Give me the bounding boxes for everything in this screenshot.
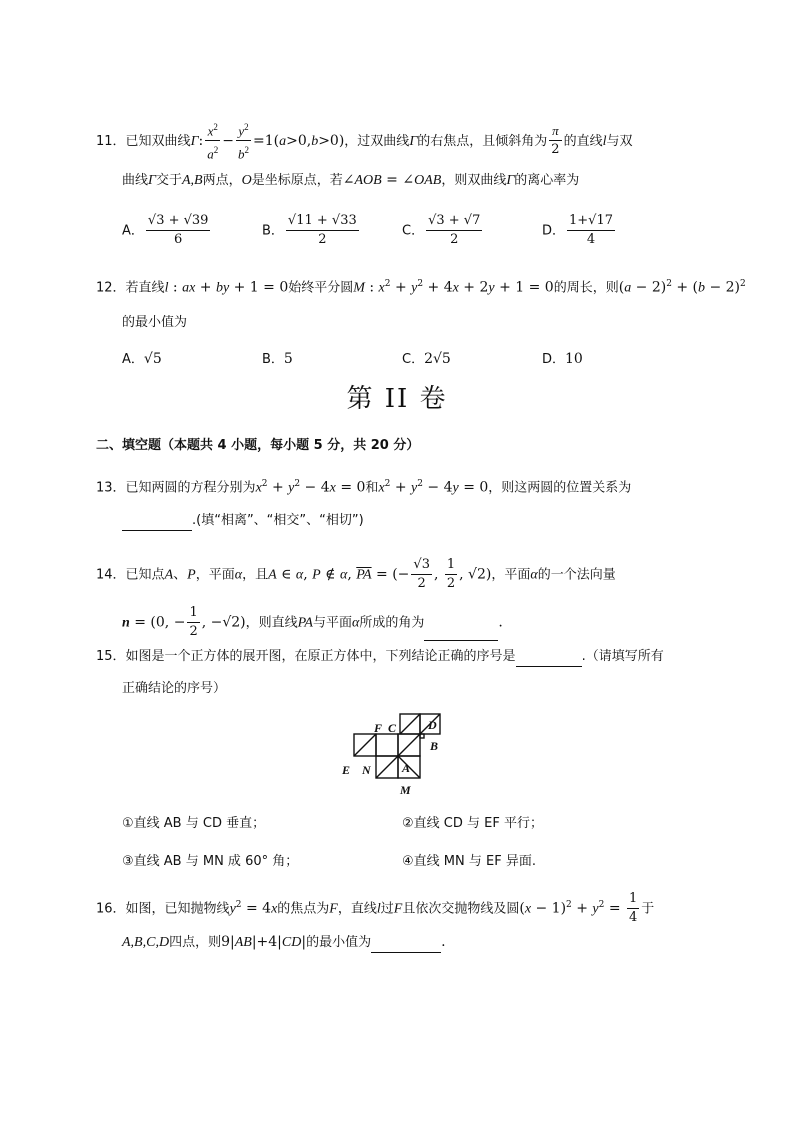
- question-12-line-2: 的最小值为: [122, 315, 188, 330]
- cube-net-figure: [336, 708, 456, 798]
- question-13-line-2: .(填“相离”、“相交”、“相切”): [122, 510, 364, 531]
- figure-label: D: [428, 718, 437, 732]
- q11-choice-d: D． $\frac{1+√17}{4}$: [542, 213, 614, 247]
- q11-choice-b: B． $\frac{√11 + √33}{2}$: [262, 213, 357, 247]
- figure-label: A: [402, 761, 411, 775]
- question-12-line-1: 12．若直线l : ax + by + 1 = 0始终平分圆M : $x^2 + y^2 + 4x + 2y + 1 = 0$的周长，则$(a - 2)^2 + (b - 2)^2$: [96, 279, 746, 296]
- question-11-line-1: 11．已知双曲线Γ: $\frac{x^2}{a^2}$ − $\frac{y^2}{b^2}$ =1(a>0,b>0)，过双曲线Γ的右焦点，且倾斜角为 $\frac{\pi}{2}$ 的直线l与双: [96, 118, 633, 164]
- question-16-line-1: 16．如图，已知抛物线$y^2 = 4x$的焦点为F，直线l过F且依次交抛物线及圆$(x - 1)^2 + y^2$ = $\frac{1}{4}$ 于: [96, 891, 655, 925]
- q12-choice-b: B．5: [262, 351, 293, 367]
- question-13-line-1: 13．已知两圆的方程分别为$x^2 + y^2 - 4x = 0$和$x^2 + y^2 - 4y = 0$，则这两圆的位置关系为: [96, 479, 632, 496]
- figure-label: E: [342, 763, 351, 777]
- question-11-line-2: 曲线Γ交于A,B两点，O是坐标原点，若∠AOB = ∠OAB，则双曲线Γ的离心率为: [122, 172, 580, 188]
- q15-option-2: ②直线 CD 与 EF 平行；: [402, 816, 543, 831]
- q15-option-1: ①直线 AB 与 CD 垂直；: [122, 816, 266, 831]
- q12-choice-d: D．10: [542, 351, 583, 367]
- figure-label: N: [362, 763, 371, 777]
- answer-blank[interactable]: [424, 640, 498, 641]
- q12-choice-a: A．√5: [122, 351, 162, 367]
- section-heading: 二、填空题（本题共 4 小题，每小题 5 分，共 20 分）: [96, 438, 420, 453]
- answer-blank[interactable]: [516, 666, 582, 667]
- question-15-line-2: 正确结论的序号）: [122, 681, 227, 696]
- q11-choice-a: A． $\frac{√3 + √39}{6}$: [122, 213, 209, 247]
- answer-blank[interactable]: [122, 530, 192, 531]
- q15-option-3: ③直线 AB 与 MN 成 60° 角；: [122, 854, 299, 869]
- answer-blank[interactable]: [371, 952, 441, 953]
- figure-label: B: [430, 739, 439, 753]
- question-16-line-2: A,B,C,D四点，则9|AB|+4|CD|的最小值为 .: [122, 932, 446, 953]
- figure-label: C: [388, 721, 397, 735]
- question-14-line-1: 14．已知点A、P，平面α，且A ∈ α, P ∉ α, $\overline{PA}$ = (− $\frac{√3}{2}$ , $\frac{1}{2}$ , √2)，平面α的一个法向量: [96, 557, 616, 591]
- q11-choice-c: C． $\frac{√3 + √7}{2}$: [402, 213, 481, 247]
- part-2-title: 第 II 卷: [346, 384, 448, 414]
- question-15-line-1: 15．如图是一个正方体的展开图，在原正方体中，下列结论正确的序号是 .（请填写所有: [96, 646, 664, 667]
- q12-choice-c: C．2√5: [402, 351, 451, 367]
- question-14-line-2: n = (0, − $\frac{1}{2}$ , −√2)，则直线PA与平面α所成的角为 .: [122, 605, 503, 639]
- q15-option-4: ④直线 MN 与 EF 异面.: [402, 854, 536, 869]
- figure-label: M: [400, 783, 411, 797]
- figure-label: F: [374, 721, 383, 735]
